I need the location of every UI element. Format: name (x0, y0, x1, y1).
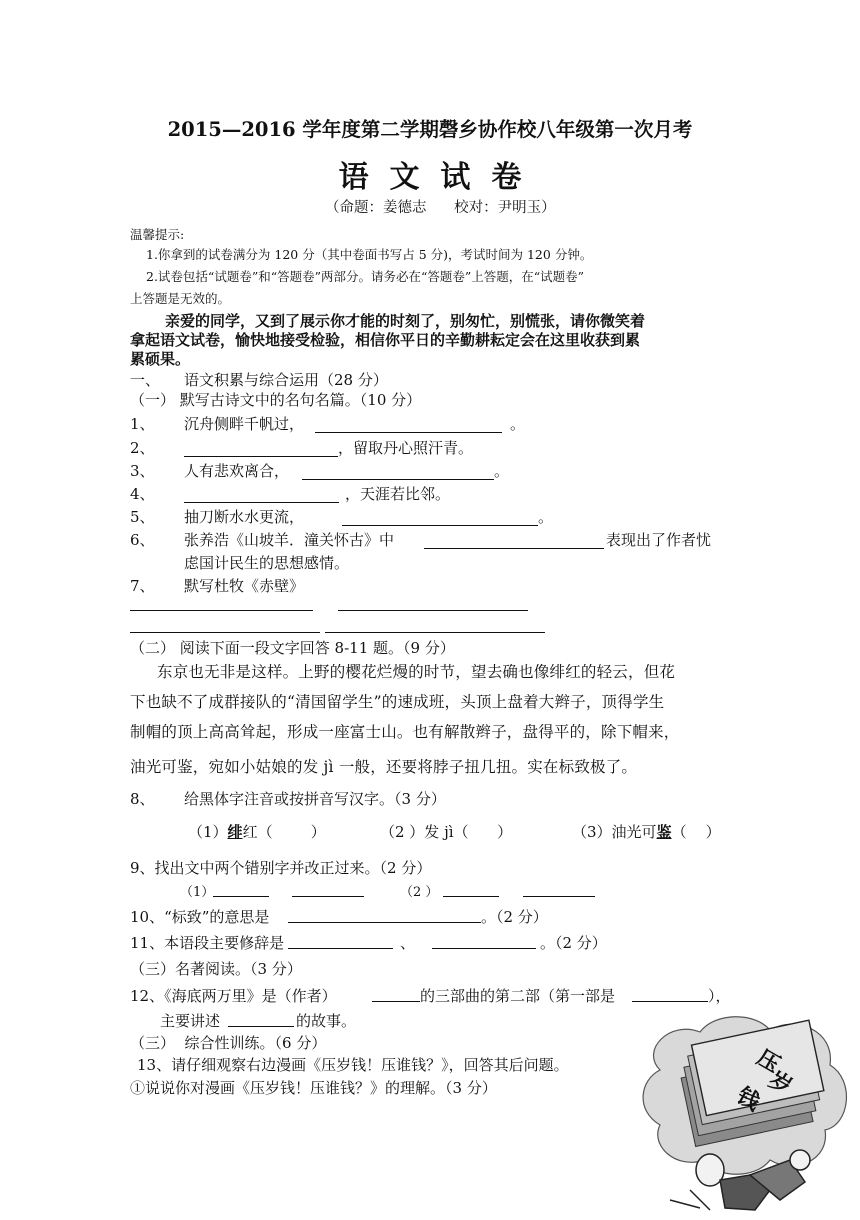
q8-item-1-rest[interactable]: 红（ ） (242, 823, 326, 841)
q7-blank-2[interactable] (338, 610, 528, 611)
q4-blank[interactable] (184, 502, 339, 503)
q6-blank[interactable] (424, 548, 604, 549)
q7-blank-4[interactable] (325, 632, 545, 633)
encourage-line-2: 拿起语文试卷，愉快地接受检验，相信你平日的辛勤耕耘定会在这里收获到累 (130, 331, 641, 349)
section-number: 一、 (130, 371, 161, 389)
passage-line-4: 油光可鉴，宛如小姑娘的发 jì 一般，还要将脖子扭几扭。实在标致极了。 (130, 758, 638, 776)
q8-item-3-rest[interactable]: （ ） (671, 823, 721, 841)
q7-number: 7、 (130, 577, 155, 595)
cartoon-char-3: 钱 (732, 1082, 765, 1117)
q8-item-1 (188, 821, 326, 842)
q9-blank-2[interactable] (292, 896, 364, 897)
q8-number: 8、 (130, 790, 155, 808)
q7-text: 默写杜牧《赤壁》 (184, 577, 305, 595)
part2-heading: （二） 阅读下面一段文字回答 8-11 题。（9 分） (130, 639, 455, 657)
q7-blank-1[interactable] (130, 610, 313, 611)
section-title: 语文积累与综合运用（28 分） (184, 371, 388, 389)
q9-item-2-label: （2 ） (400, 885, 439, 900)
q11-blank-2[interactable] (432, 948, 536, 949)
tips-line-1: 1.你拿到的试卷满分为 120 分（其中卷面书写占 5 分)，考试时间为 120 分钟。 (146, 247, 593, 262)
authors-line: （命题：姜德志 校对：尹明玉） (325, 200, 556, 216)
q8-item-3-label: （3）油光可 (572, 823, 657, 841)
q3-text: 人有悲欢离合， (184, 462, 290, 480)
q11-mid: 、 (400, 934, 416, 952)
cartoon-char-1: 压 (752, 1044, 785, 1079)
q3-number: 3、 (130, 462, 155, 480)
q12-mid: 的三部曲的第二部（第一部是 (420, 987, 616, 1005)
q8-text: 给黑体字注音或按拼音写汉字。（3 分） (184, 790, 446, 808)
exam-title: 2015—2016 学年度第二学期磬乡协作校八年级第一次月考 (167, 118, 693, 141)
q2-text: ，留取丹心照汗青。 (338, 439, 474, 457)
reading-passage (130, 657, 730, 782)
q9-blank-3[interactable] (443, 896, 499, 897)
q6-text: 张养浩《山坡羊．潼关怀古》中 (184, 531, 395, 549)
cartoon-char-2: 岁 (764, 1066, 797, 1101)
q6-line-2: 虑国计民生的思想感情。 (184, 554, 350, 572)
q9-text: 9、找出文中两个错别字并改正过来。（2 分） (130, 859, 432, 877)
q8-item-3 (572, 821, 721, 842)
q12-end: ）， (708, 987, 731, 1005)
q11-text: 11、本语段主要修辞是 (130, 934, 285, 952)
q13-text: 13、请仔细观察右边漫画《压岁钱！压谁钱？》，回答其后问题。 (137, 1056, 569, 1074)
cartoon-svg (630, 1010, 860, 1216)
q12-line-2-end: 的故事。 (296, 1012, 357, 1030)
q9-blank-4[interactable] (523, 896, 595, 897)
q10-blank[interactable] (288, 922, 481, 923)
q6-end: 表现出了作者忧 (606, 531, 712, 549)
q1-number: 1、 (130, 415, 155, 433)
q8-item-1-label: （1） (188, 823, 228, 841)
passage-line-1: 东京也无非是这样。上野的樱花烂熳的时节，望去确也像绯红的轻云，但花 (157, 663, 676, 681)
q4-number: 4、 (130, 485, 155, 503)
q12-text: 12、《海底两万里》是（作者） (130, 987, 337, 1005)
tips-line-2: 2.试卷包括“试题卷”和“答题卷”两部分。请务必在“答题卷”上答题，在“试题卷” (146, 269, 585, 284)
q9-blank-1[interactable] (213, 896, 269, 897)
q8-item-2[interactable]: （2 ）发 jì（ ） (380, 823, 513, 841)
part4-heading: （三） 综合性训练。（6 分） (130, 1034, 327, 1052)
subject-title: 语 文 试 卷 (338, 160, 522, 195)
q5-blank[interactable] (342, 525, 538, 526)
tips-heading: 温馨提示: (130, 227, 185, 242)
q10-text: 10、“标致”的意思是 (130, 908, 270, 926)
q4-text: ，天涯若比邻。 (345, 485, 451, 503)
q11-end: 。（2 分） (540, 934, 607, 952)
q6-number: 6、 (130, 531, 155, 549)
part3-heading: （三）名著阅读。（3 分） (130, 960, 302, 978)
q8-item-1-char: 绯 (227, 823, 243, 841)
q12-blank-1[interactable] (372, 1001, 420, 1002)
q12-blank-3[interactable] (228, 1026, 294, 1027)
q1-text: 沉舟侧畔千帆过， (184, 415, 305, 433)
q12-line-2: 主要讲述 (160, 1012, 221, 1030)
q2-number: 2、 (130, 439, 155, 457)
q1-blank[interactable] (315, 432, 502, 433)
passage-line-3: 制帽的顶上高高耸起，形成一座富士山。也有解散辫子，盘得平的，除下帽来， (130, 723, 680, 741)
q12-blank-2[interactable] (632, 1001, 708, 1002)
q13-sub-1: ①说说你对漫画《压岁钱！压谁钱？》的理解。（3 分） (130, 1079, 497, 1097)
tips-line-3: 上答题是无效的。 (130, 291, 231, 306)
q3-blank[interactable] (302, 479, 494, 480)
encourage-line-3: 累硕果。 (130, 350, 191, 368)
q8-item-3-char: 鉴 (656, 823, 672, 841)
part1-heading: （一） 默写古诗文中的名句名篇。（10 分） (130, 391, 422, 409)
q5-end: 。 (538, 508, 554, 526)
q5-text: 抽刀断水水更流， (184, 508, 305, 526)
cartoon-illustration (630, 1010, 860, 1216)
q10-end: 。（2 分） (481, 908, 548, 926)
q1-end: 。 (510, 415, 526, 433)
q3-end: 。 (494, 462, 510, 480)
q5-number: 5、 (130, 508, 155, 526)
encourage-line-1: 亲爱的同学，又到了展示你才能的时刻了，别匆忙，别慌张，请你微笑着 (165, 312, 646, 330)
q11-blank-1[interactable] (288, 948, 393, 949)
passage-line-2: 下也缺不了成群接队的“清国留学生”的速成班，头顶上盘着大辫子，顶得学生 (130, 693, 665, 711)
q9-item-1-label: （1） (180, 885, 215, 900)
q7-blank-3[interactable] (130, 632, 320, 633)
q2-blank[interactable] (184, 456, 338, 457)
